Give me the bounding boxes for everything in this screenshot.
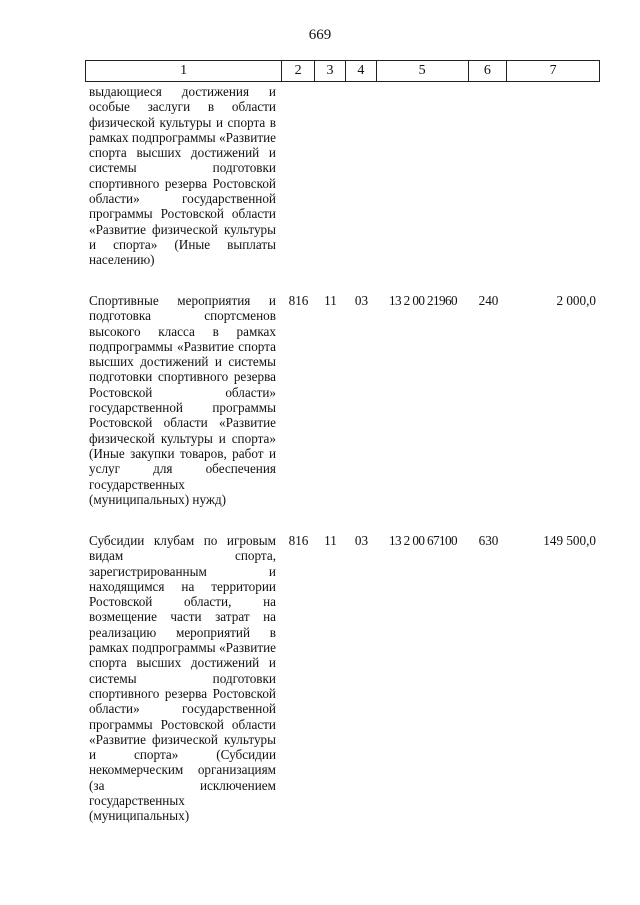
row-description: Субсидии клубам по игровым видам спорта, зарегистрированным и находящимся на территории Ростовской области, на возмещение части затрат на реализацию мероприятий в рамках подпрограммы «Развитие спорта высших достижений и системы подготовки спортивного резерва Ростовской области» государственной программы Ростовской области «Развитие физической культуры и спорта» (Субсидии некоммерческим организациям (за исключением государственных (муниципальных) bbox=[89, 533, 276, 824]
row-section-code: 11 bbox=[324, 293, 337, 308]
table-row bbox=[85, 84, 600, 268]
row-expense-type: 240 bbox=[478, 293, 499, 308]
table-header-row bbox=[85, 60, 600, 82]
row-amount: 2 000,0 bbox=[556, 293, 596, 308]
row-subsection-code: 03 bbox=[354, 293, 369, 308]
header-col-2: 2 bbox=[282, 61, 315, 81]
header-col-7: 7 bbox=[549, 63, 557, 78]
table-row bbox=[85, 293, 600, 507]
row-ministry-code bbox=[282, 84, 315, 268]
row-expense-type bbox=[469, 84, 508, 268]
table-row bbox=[85, 533, 600, 824]
row-expense-type: 630 bbox=[478, 533, 499, 548]
page-number: 669 bbox=[308, 27, 332, 43]
header-col-5: 5 bbox=[377, 61, 469, 81]
row-ministry-code: 816 bbox=[288, 293, 309, 308]
header-col-3: 3 bbox=[315, 61, 346, 81]
row-description: выдающиеся достижения и особые заслуги в области физической культуры и спорта в рамках подпрограммы «Развитие спорта высших достижений и системы подготовки спортивного резерва Ростовской области» государственной программы Ростовской области «Развитие физической культуры и спорта» (Иные выплаты населению) bbox=[89, 84, 276, 268]
row-target-code bbox=[377, 84, 469, 268]
row-description: Спортивные мероприятия и подготовка спортсменов высокого класса в рамках подпрограммы «Развитие спорта высших достижений и системы подготовки спортивного резерва Ростовской области» государственной программы Ростовской области «Развитие физической культуры и спорта» (Иные закупки товаров, работ и услуг для обеспечения государственных (муниципальных) нужд) bbox=[89, 293, 276, 507]
row-target-code: 13 2 00 67100 bbox=[388, 533, 458, 548]
row-subsection-code bbox=[346, 84, 377, 268]
row-subsection-code: 03 bbox=[354, 533, 369, 548]
header-col-4: 4 bbox=[346, 61, 377, 81]
row-section-code: 11 bbox=[324, 533, 337, 548]
header-col-6: 6 bbox=[469, 61, 508, 81]
row-amount: 149 500,0 bbox=[543, 533, 596, 548]
row-amount bbox=[508, 84, 600, 268]
row-section-code bbox=[315, 84, 346, 268]
header-col-1: 1 bbox=[86, 61, 282, 81]
row-ministry-code: 816 bbox=[288, 533, 309, 548]
row-target-code: 13 2 00 21960 bbox=[388, 293, 458, 308]
